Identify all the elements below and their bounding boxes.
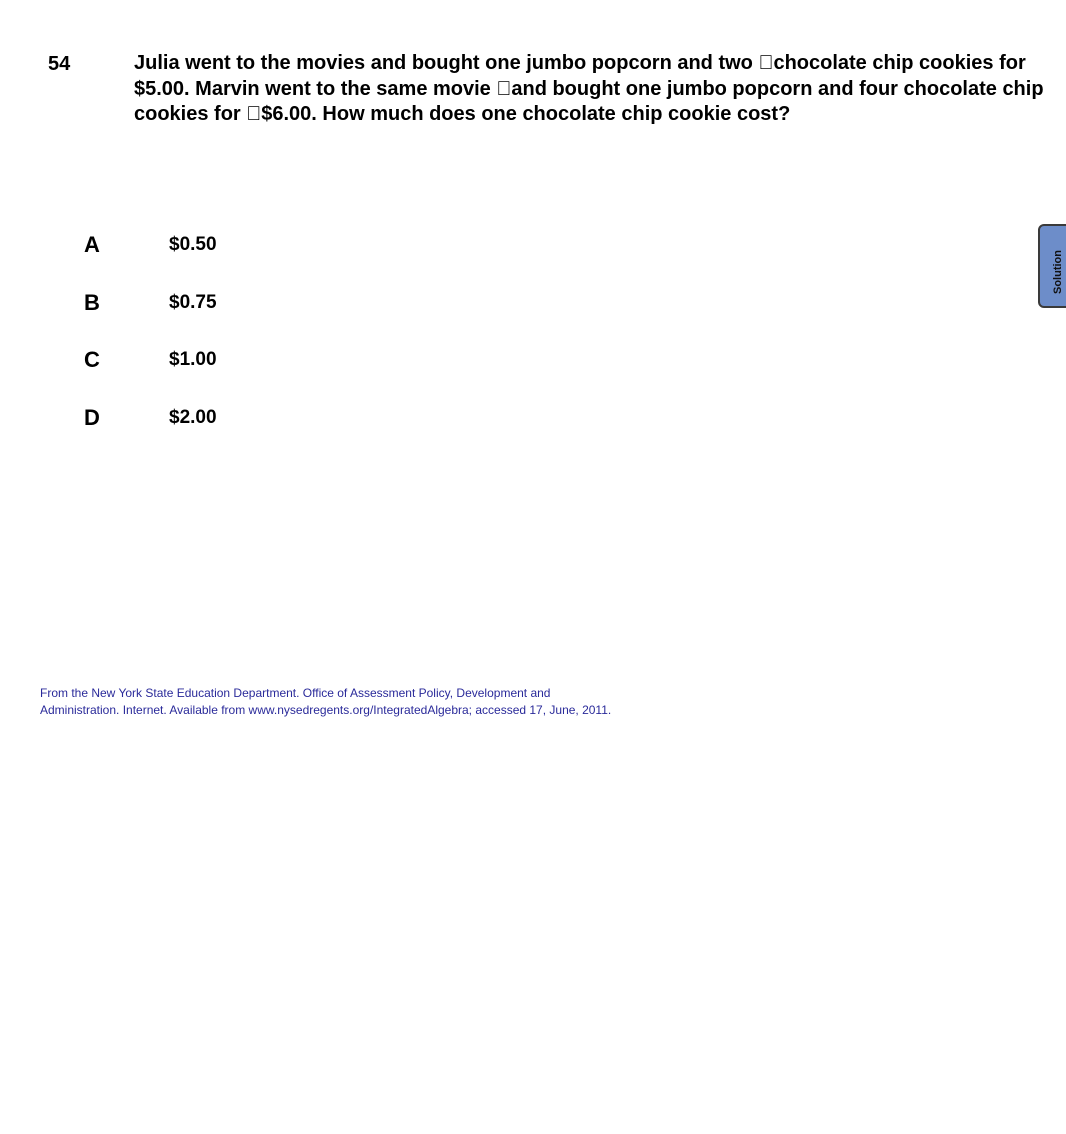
choice-value: $1.00 [169,349,217,370]
choice-letter[interactable]: A [84,232,100,257]
choice-value: $2.00 [169,406,217,428]
source-citation-line-2: Administration. Internet. Available from www.nysedregents.org/IntegratedAlgebra; accessed 17, June, 2011. [40,702,612,717]
choice-value: $0.50 [169,234,217,255]
choice-b[interactable] [0,290,600,348]
question-text: Julia went to the movies and bought one jumbo popcorn and two  chocolate chip cookies for $5.00. Marvin went to the same movie  and bought one jumbo popcorn and four chocolate chip cookies for  $6.00. How much does one chocolate chip cookie cost? [134,52,1050,125]
source-citation [40,685,740,718]
choice-value: $0.75 [169,291,217,313]
choice-letter[interactable]: D [84,404,100,430]
source-citation-line-1: From the New York State Education Department. Office of Assessment Policy, Development and [40,686,551,700]
answer-choices [0,232,600,462]
solution-tab-button[interactable] [1038,224,1066,308]
question-number: 54 [48,53,71,75]
choice-a[interactable] [0,232,600,290]
choice-d[interactable] [0,405,600,463]
choice-letter[interactable]: C [84,347,100,372]
choice-letter[interactable]: B [84,289,100,315]
solution-tab-label: Solution [1052,250,1064,294]
choice-c[interactable] [0,347,600,405]
